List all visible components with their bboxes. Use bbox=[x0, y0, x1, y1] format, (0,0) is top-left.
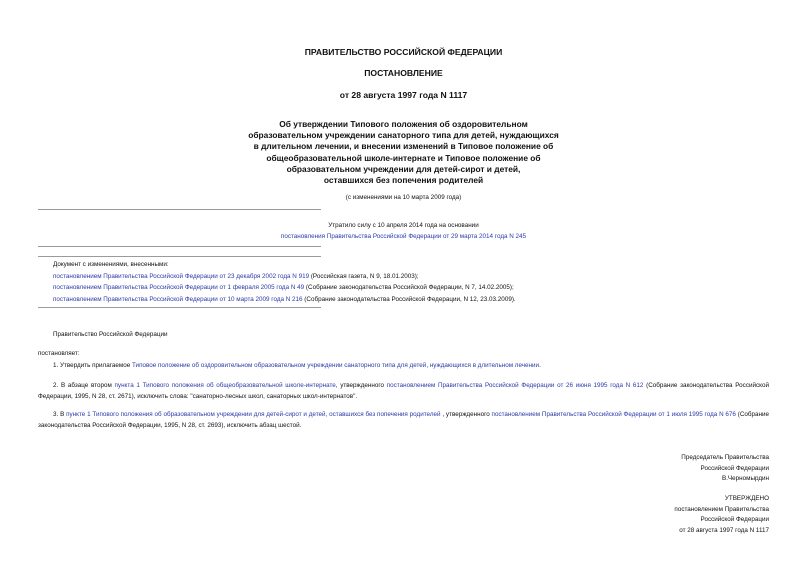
divider bbox=[38, 256, 321, 257]
paragraph-text: , утвержденного bbox=[335, 382, 387, 389]
signature-line: Российской Федерации bbox=[700, 464, 769, 472]
signature-line: Председатель Правительства bbox=[681, 454, 769, 461]
divider bbox=[38, 307, 321, 308]
amendment-link[interactable]: постановлением Правительства Российской Федерации от 1 февраля 2005 года N 49 bbox=[53, 284, 305, 292]
document-type: ПОСТАНОВЛЕНИЕ bbox=[364, 68, 443, 78]
decree-612-link[interactable]: постановлением Правительства Российской Федерации от 26 июня 1995 года N 612 bbox=[386, 382, 644, 389]
approval-line: УТВЕРЖДЕНО bbox=[724, 495, 769, 502]
amendment-item bbox=[53, 271, 783, 283]
title-line: оставшихся без попечения родителей bbox=[323, 175, 484, 186]
amendment-source: (Собрание законодательства Российской Федерации, N 12, 23.03.2009). bbox=[302, 296, 516, 304]
paragraph-text: 3. В bbox=[53, 411, 67, 418]
amendments-heading: Документ с изменениями, внесенными: bbox=[53, 261, 169, 268]
changes-note: (с изменениями на 10 марта 2009 года) bbox=[345, 194, 462, 201]
amendment-source: (Российская газета, N 9, 18.01.2003); bbox=[309, 272, 419, 280]
amendment-item bbox=[53, 294, 783, 306]
approval-line: Российской Федерации bbox=[700, 516, 769, 524]
title-line: Об утверждении Типового положения об оздоровительном bbox=[279, 119, 528, 129]
amendments-block bbox=[53, 259, 783, 306]
divider bbox=[38, 246, 321, 247]
orphans-regulation-link[interactable]: пункте 1 Типового положения об образовательном учреждении для детей-сирот и детей, оставшихся без попечения родителей bbox=[66, 411, 441, 418]
document-title bbox=[0, 119, 807, 186]
amendment-link[interactable]: постановлением Правительства Российской Федерации от 23 декабря 2002 года N 919 bbox=[53, 272, 310, 280]
title-line: образовательном учреждении для детей-сирот и детей, bbox=[286, 163, 521, 174]
paragraph-text: . bbox=[539, 362, 541, 369]
document-date-number: от 28 августа 1997 года N 1117 bbox=[339, 90, 468, 100]
paragraph-1 bbox=[53, 361, 783, 372]
amendment-source: (Собрание законодательства Российской Федерации, N 7, 14.02.2005); bbox=[304, 284, 514, 292]
expired-decree-link[interactable]: постановления Правительства Российской Федерации от 29 марта 2014 года N 245 bbox=[280, 233, 527, 240]
signature-block bbox=[681, 453, 769, 485]
expired-notice: Утратило силу с 10 апреля 2014 года на основании bbox=[328, 222, 479, 229]
title-line: образовательном учреждении санаторного типа для детей, нуждающихся bbox=[248, 130, 559, 141]
divider bbox=[38, 209, 321, 210]
amendment-link[interactable]: постановлением Правительства Российской Федерации от 10 марта 2009 года N 216 bbox=[53, 296, 303, 304]
expired-link-line bbox=[0, 233, 807, 241]
boarding-school-regulation-link[interactable]: пункта 1 Типового положения об общеобразовательной школе-интернате bbox=[114, 382, 336, 389]
paragraph-text: (Собрание законодательства Российской Федерации, 1995, N 28, ст. 2693), исключить абзац шестой. bbox=[38, 411, 770, 429]
decree-676-link[interactable]: постановлением Правительства Российской Федерации от 1 июля 1995 года N 676 bbox=[491, 411, 736, 418]
paragraph-text: (Собрание законодательства Российской Федерации, 1995, N 28, ст. 2671), исключить слова: "санаторно-лесных школ, санаторных школ-интернатов". bbox=[38, 382, 769, 400]
amendment-item bbox=[53, 282, 783, 294]
paragraph-text: 2. В абзаце втором bbox=[53, 382, 115, 389]
approval-line: постановлением Правительства bbox=[674, 505, 769, 513]
approval-block bbox=[674, 494, 769, 536]
approval-line: от 28 августа 1997 года N 1117 bbox=[679, 526, 769, 534]
title-line: общеобразовательной школе-интернате и Типовое положение об bbox=[266, 152, 541, 163]
signature-line: В.Черномырдин bbox=[721, 475, 769, 483]
paragraph-2 bbox=[38, 381, 769, 402]
paragraph-text: , утвержденного bbox=[440, 411, 492, 418]
title-line: в длительном лечении, и внесении изменений в Типовое положение об bbox=[253, 141, 554, 152]
issuer: Правительство Российской Федерации bbox=[53, 331, 168, 338]
government-heading: ПРАВИТЕЛЬСТВО РОССИЙСКОЙ ФЕДЕРАЦИИ bbox=[304, 47, 503, 57]
paragraph-3 bbox=[38, 410, 769, 431]
typical-regulation-link[interactable]: Типовое положение об оздоровительном образовательном учреждении санаторного типа для детей, нуждающихся в длительном лечении bbox=[131, 362, 540, 369]
paragraph-text: 1. Утвердить прилагаемое bbox=[53, 362, 132, 369]
decrees-word: постановляет: bbox=[38, 350, 80, 357]
